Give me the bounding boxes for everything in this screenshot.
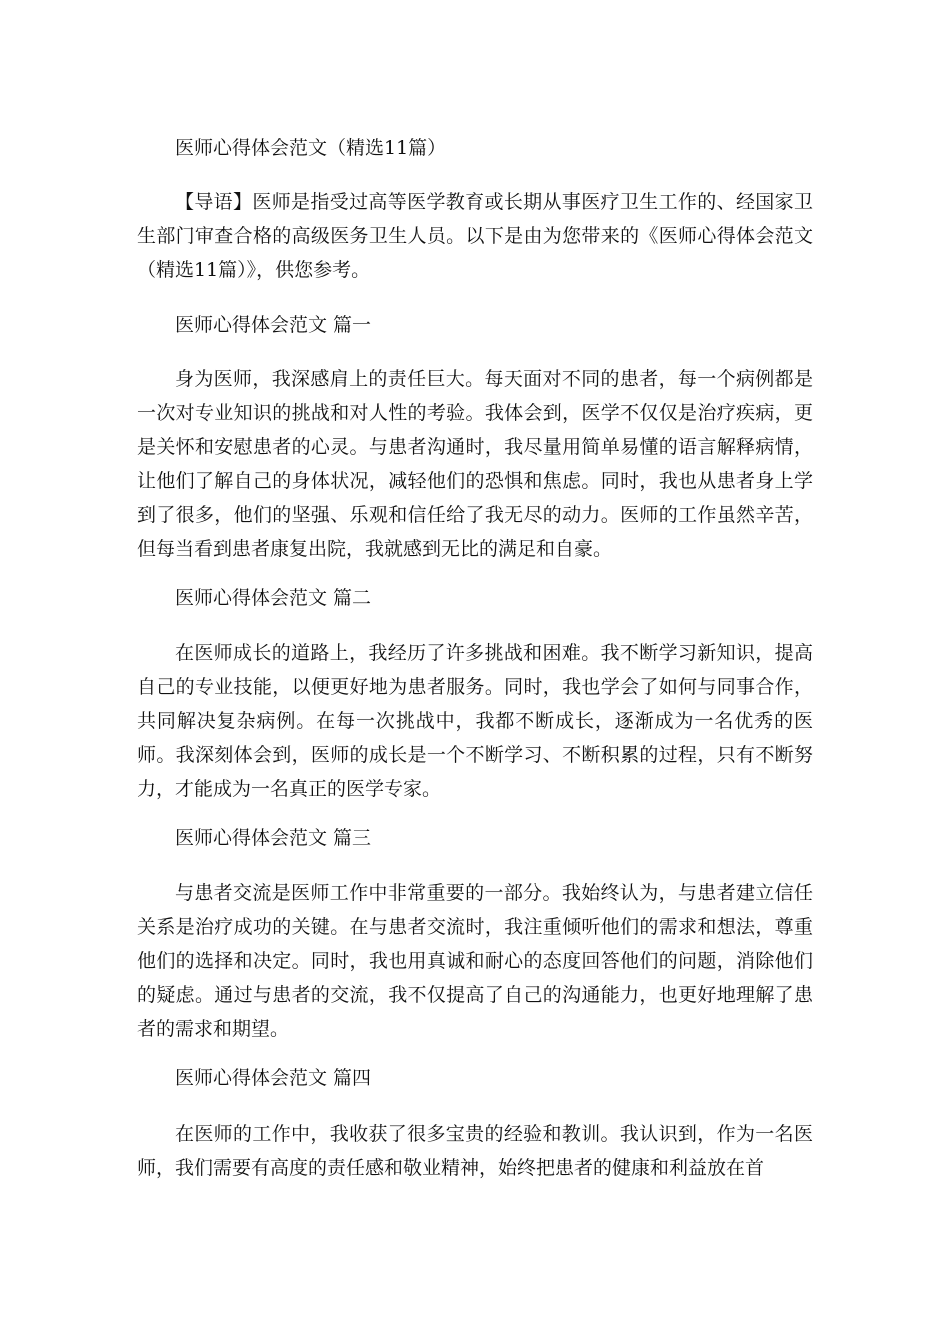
- section-body-1: 身为医师，我深感肩上的责任巨大。每天面对不同的患者，每一个病例都是一次对专业知识的挑战和对人性的考验。我体会到，医学不仅仅是治疗疾病，更是关怀和安慰患者的心灵。与患者沟通时，我尽量用简单易懂的语言解释病情，让他们了解自己的身体状况，减轻他们的恐惧和焦虑。同时，我也从患者身上学到了很多，他们的坚强、乐观和信任给了我无尽的动力。医师的工作虽然辛苦，但每当看到患者康复出院，我就感到无比的满足和自豪。: [137, 368, 813, 560]
- section-body-2: 在医师成长的道路上，我经历了许多挑战和困难。我不断学习新知识，提高自己的专业技能，以便更好地为患者服务。同时，我也学会了如何与同事合作，共同解决复杂病例。在每一次挑战中，我都不断成长，逐渐成为一名优秀的医师。我深刻体会到，医师的成长是一个不断学习、不断积累的过程，只有不断努力，才能成为一名真正的医学专家。: [137, 642, 813, 800]
- intro-paragraph: 【导语】医师是指受过高等医学教育或长期从事医疗卫生工作的、经国家卫生部门审查合格的高级医务卫生人员。以下是由为您带来的《医师心得体会范文（精选11篇）》，供您参考。: [137, 191, 813, 281]
- section-body-3: 与患者交流是医师工作中非常重要的一部分。我始终认为，与患者建立信任关系是治疗成功的关键。在与患者交流时，我注重倾听他们的需求和想法，尊重他们的选择和决定。同时，我也用真诚和耐心的态度回答他们的问题，消除他们的疑虑。通过与患者的交流，我不仅提高了自己的沟通能力，也更好地理解了患者的需求和期望。: [137, 882, 813, 1040]
- section-heading-3: 医师心得体会范文 篇三: [175, 827, 372, 849]
- section-heading-4: 医师心得体会范文 篇四: [175, 1067, 372, 1089]
- section-heading-2: 医师心得体会范文 篇二: [175, 587, 372, 609]
- section-heading-1: 医师心得体会范文 篇一: [175, 314, 372, 336]
- document-title: 医师心得体会范文（精选11篇）: [175, 137, 447, 159]
- section-body-4: 在医师的工作中，我收获了很多宝贵的经验和教训。我认识到，作为一名医师，我们需要有高度的责任感和敬业精神，始终把患者的健康和利益放在首: [137, 1123, 813, 1179]
